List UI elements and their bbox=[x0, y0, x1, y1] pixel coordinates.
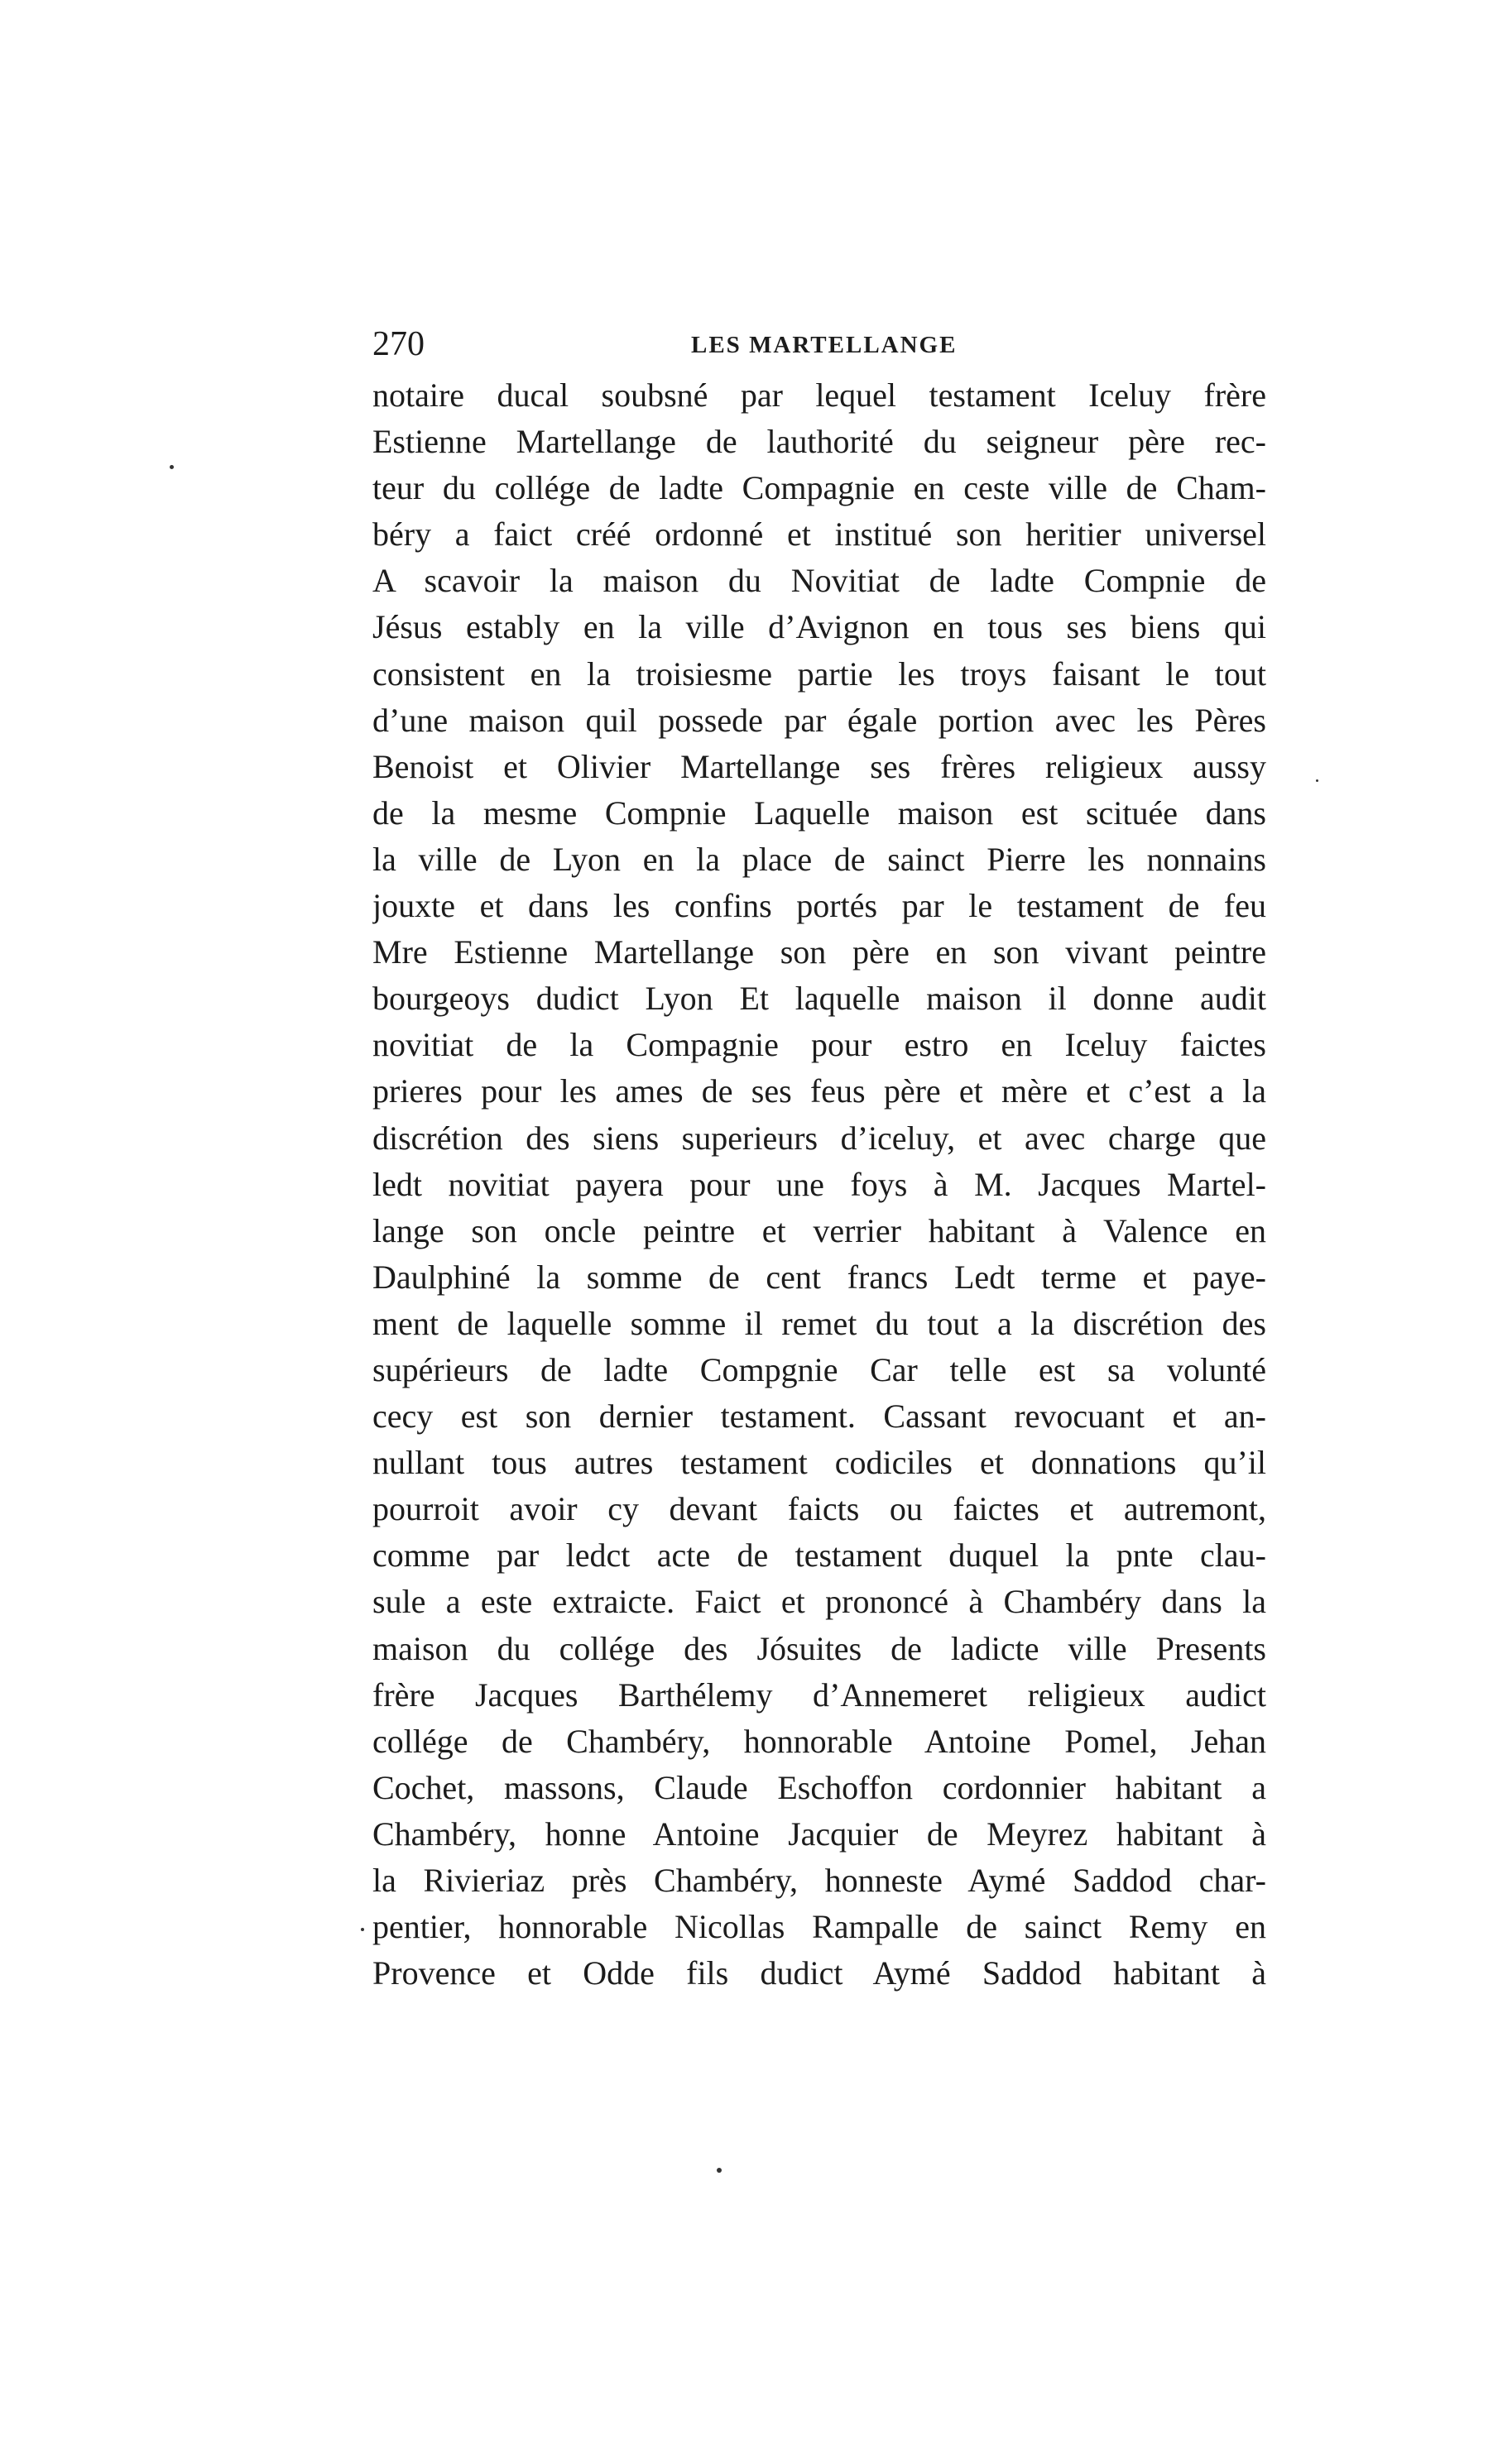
running-head bbox=[372, 319, 1266, 369]
text-line: teur du collége de ladte Compagnie en ceste ville de Cham- bbox=[372, 469, 1266, 507]
text-line: pourroit avoir cy devant faicts ou faictes et autremont, bbox=[372, 1490, 1266, 1528]
text-line: ledt novitiat payera pour une foys à M. Jacques Martel- bbox=[372, 1165, 1266, 1203]
text-line: collége de Chambéry, honnorable Antoine Pomel, Jehan bbox=[372, 1722, 1266, 1760]
text-line: discrétion des siens superieurs d’iceluy, et avec charge que bbox=[372, 1119, 1266, 1157]
text-line: consistent en la troisiesme partie les troys faisant le tout bbox=[372, 654, 1266, 693]
text-line: béry a faict créé ordonné et institué son heritier universel bbox=[372, 515, 1266, 554]
scan-speck bbox=[170, 465, 174, 469]
text-line: novitiat de la Compagnie pour estro en Iceluy faictes bbox=[372, 1026, 1266, 1064]
text-line: supérieurs de ladte Compgnie Car telle est sa volunté bbox=[372, 1350, 1266, 1388]
text-line: comme par ledct acte de testament duquel la pnte clau- bbox=[372, 1536, 1266, 1575]
page-number: 270 bbox=[372, 325, 425, 363]
text-line: A scavoir la maison du Novitiat de ladte Compnie de bbox=[372, 562, 1266, 600]
text-line: frère Jacques Barthélemy d’Annemeret religieux audict bbox=[372, 1675, 1266, 1714]
text-line: notaire ducal soubsné par lequel testament Iceluy frère bbox=[372, 376, 1266, 414]
text-line: Benoist et Olivier Martellange ses frères religieux aussy bbox=[372, 747, 1266, 785]
text-line: lange son oncle peintre et verrier habitant à Valence en bbox=[372, 1211, 1266, 1249]
scan-speck bbox=[717, 2168, 722, 2173]
text-line: cecy est son dernier testament. Cassant revocuant et an- bbox=[372, 1397, 1266, 1436]
scan-speck bbox=[1316, 779, 1318, 782]
running-title: LES MARTELLANGE bbox=[691, 332, 958, 358]
text-line: Daulphiné la somme de cent francs Ledt terme et paye- bbox=[372, 1258, 1266, 1296]
text-line: Cochet, massons, Claude Eschoffon cordonnier habitant a bbox=[372, 1768, 1266, 1806]
text-line: Chambéry, honne Antoine Jacquier de Meyrez habitant à bbox=[372, 1814, 1266, 1853]
text-line: Mre Estienne Martellange son père en son vivant peintre bbox=[372, 933, 1266, 971]
scan-speck bbox=[361, 1928, 364, 1931]
text-line: bourgeoys dudict Lyon Et laquelle maison il donne audit bbox=[372, 980, 1266, 1018]
text-line: Provence et Odde fils dudict Aymé Saddod habitant à bbox=[372, 1954, 1266, 1992]
text-line: nullant tous autres testament codiciles et donnations qu’il bbox=[372, 1444, 1266, 1482]
text-line: sule a este extraicte. Faict et prononcé à Chambéry dans la bbox=[372, 1583, 1266, 1621]
text-line: Jésus estably en la ville d’Avignon en tous ses biens qui bbox=[372, 608, 1266, 646]
text-line: la Rivieriaz près Chambéry, honneste Aymé Saddod char- bbox=[372, 1862, 1266, 1899]
text-line: de la mesme Compnie Laquelle maison est scituée dans bbox=[372, 793, 1266, 832]
text-line: pentier, honnorable Nicollas Rampalle de sainct Remy en bbox=[372, 1908, 1266, 1946]
text-line: maison du collége des Jósuites de ladicte ville Presents bbox=[372, 1629, 1266, 1667]
text-line: ment de laquelle somme il remet du tout a la discrétion des bbox=[372, 1304, 1266, 1342]
text-line: Estienne Martellange de lauthorité du seigneur père rec- bbox=[372, 423, 1266, 461]
text-line: d’une maison quil possede par égale portion avec les Pères bbox=[372, 701, 1266, 739]
text-line: jouxte et dans les confins portés par le testament de feu bbox=[372, 887, 1266, 925]
body-text bbox=[372, 372, 1266, 1997]
text-line: prieres pour les ames de ses feus père et mère et c’est a la bbox=[372, 1072, 1266, 1110]
text-line: la ville de Lyon en la place de sainct Pierre les nonnains bbox=[372, 840, 1266, 878]
